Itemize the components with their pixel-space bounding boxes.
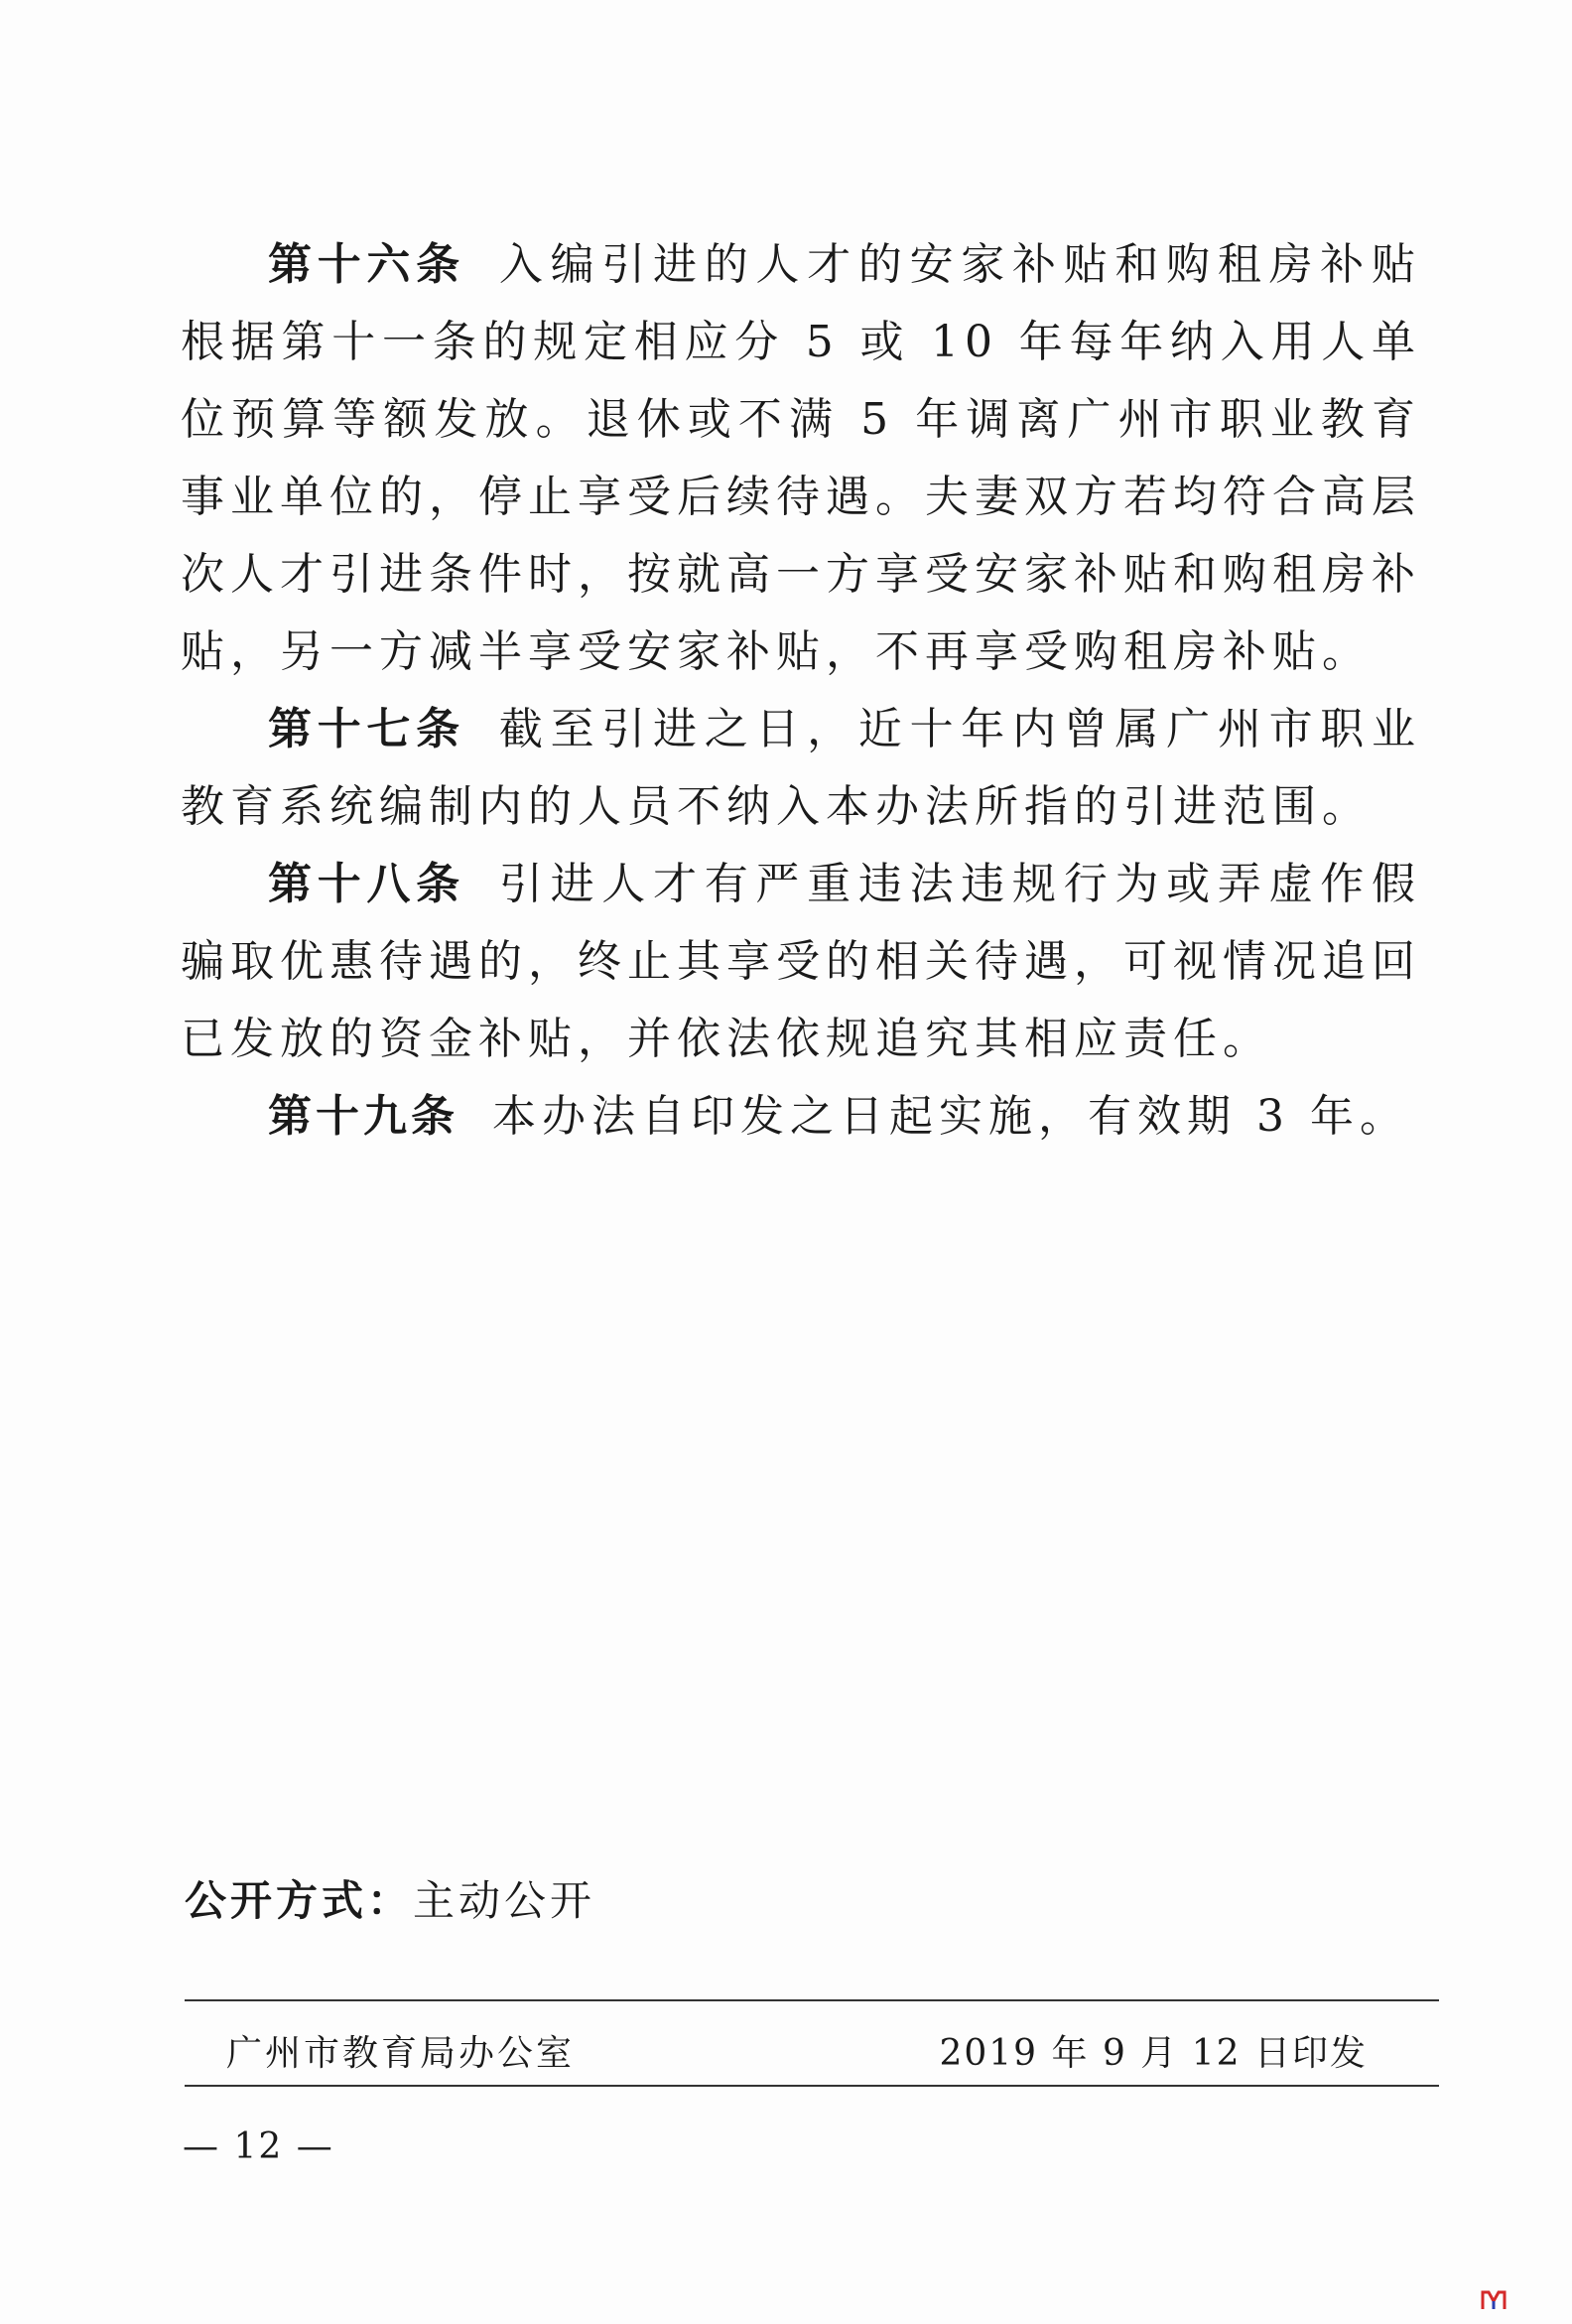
page-number: — 12 — <box>183 2126 334 2167</box>
article-text: 引进人才有严重违法违规行为或弄虚作假骗取优惠待遇的，终止其享受的相关待遇，可视情况追回已发放的资金补贴，并依法依规追究其相应责任。 <box>181 859 1422 1064</box>
article-text: 入编引进的人才的安家补贴和购租房补贴根据第十一条的规定相应分 5 或 10 年每年纳入用人单位预算等额发放。退休或不满 5 年调离广州市职业教育事业单位的，停止享受后续待遇。夫妻双方若均符合高层次人才引进条件时，按就高一方享受安家补贴和购租房补贴，另一方减半享受安家补贴，不再享受购租房补贴。 <box>181 239 1422 677</box>
article-17 <box>181 691 1421 846</box>
article-text: 截至引进之日，近十年内曾属广州市职业教育系统编制内的人员不纳入本办法所指的引进范围。 <box>181 704 1422 832</box>
article-title: 第十七条 <box>268 704 465 754</box>
footer-rule-top <box>185 1999 1439 2001</box>
document-body <box>181 226 1421 1156</box>
disclosure-value: 主动公开 <box>413 1876 596 1925</box>
article-16 <box>181 226 1421 691</box>
article-19 <box>181 1078 1421 1156</box>
article-title: 第十八条 <box>268 859 465 909</box>
article-title: 第十九条 <box>268 1091 458 1142</box>
article-text: 本办法自印发之日起实施，有效期 3 年。 <box>492 1091 1409 1142</box>
article-title: 第十六条 <box>268 239 465 290</box>
issuing-office: 广州市教育局办公室 <box>226 2033 576 2074</box>
disclosure-method <box>185 1868 595 1928</box>
watermark-logo-icon <box>1481 2289 1506 2311</box>
disclosure-label: 公开方式： <box>185 1876 414 1925</box>
footer-rule-bottom <box>185 2085 1439 2087</box>
issue-date: 2019 年 9 月 12 日印发 <box>939 2033 1368 2074</box>
article-18 <box>181 846 1421 1078</box>
